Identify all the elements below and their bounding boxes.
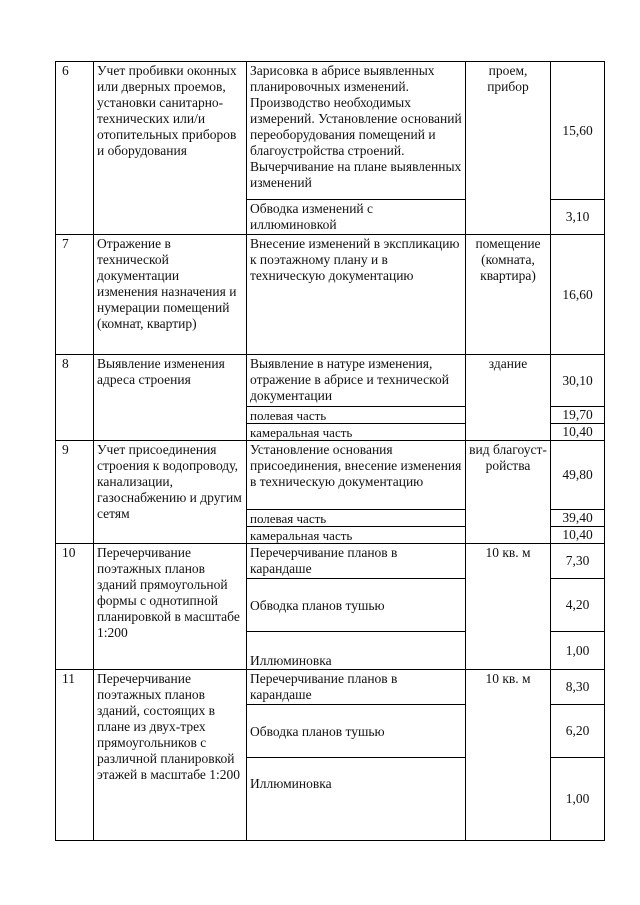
price-cell: 7,30 [551, 544, 605, 579]
work-description: Иллюминовка [247, 632, 466, 670]
table-row [56, 62, 605, 200]
work-description: Внесение изменений в экспликацию к поэтажному плану и в техническую документацию [247, 235, 466, 355]
work-description: Зарисовка в абрисе выявленных планировочных изменений. Производство необходимых измерений. Установление оснований переоборудования помещений и благоустройства строений. Вычерчивание на плане выявленных изменений [247, 62, 466, 200]
price-cell: 1,00 [551, 632, 605, 670]
unit-of-measure: 10 кв. м [466, 544, 551, 670]
work-name: Отражение в технической документации изменения назначения и нумерации помещений (комнат, квартир) [94, 235, 247, 355]
work-description: полевая часть [247, 510, 466, 527]
work-description: Выявление в натуре изменения, отражение в абрисе и технической документации [247, 355, 466, 407]
price-cell: 19,70 [551, 407, 605, 424]
unit-of-measure: 10 кв. м [466, 670, 551, 841]
work-description: Обводка планов тушью [247, 705, 466, 758]
work-description: камеральная часть [247, 527, 466, 544]
work-description: Обводка изменений с иллюминовкой [247, 200, 466, 235]
price-cell: 10,40 [551, 424, 605, 441]
price-cell: 15,60 [551, 62, 605, 200]
unit-of-measure: вид благоуст-ройства [466, 441, 551, 544]
work-name: Перечерчивание поэтажных планов зданий, состоящих в плане из двух-трех прямоугольников с различной планировкой этажей в масштабе 1:200 [94, 670, 247, 841]
price-cell: 6,20 [551, 705, 605, 758]
work-name: Учет пробивки оконных или дверных проемов, установки санитарно-технических или/и отопительных приборов и оборудования [94, 62, 247, 235]
price-cell: 16,60 [551, 235, 605, 355]
work-name: Учет присоединения строения к водопроводу, канализации, газоснабжению и другим сетям [94, 441, 247, 544]
unit-of-measure: здание [466, 355, 551, 441]
table-row [56, 441, 605, 510]
work-description: Иллюминовка [247, 758, 466, 841]
work-name: Выявление изменения адреса строения [94, 355, 247, 441]
row-number: 6 [56, 62, 94, 235]
table-row [56, 355, 605, 407]
price-cell: 30,10 [551, 355, 605, 407]
table-row [56, 670, 605, 705]
price-cell: 1,00 [551, 758, 605, 841]
work-description: полевая часть [247, 407, 466, 424]
work-description: Обводка планов тушью [247, 579, 466, 632]
price-cell: 3,10 [551, 200, 605, 235]
work-description: Установление основания присоединения, внесение изменения в техническую документацию [247, 441, 466, 510]
work-description: камеральная часть [247, 424, 466, 441]
unit-of-measure: помещение (комната, квартира) [466, 235, 551, 355]
work-name: Перечерчивание поэтажных планов зданий прямоугольной формы с однотипной планировкой в масштабе 1:200 [94, 544, 247, 670]
row-number: 7 [56, 235, 94, 355]
price-cell: 8,30 [551, 670, 605, 705]
price-cell: 39,40 [551, 510, 605, 527]
row-number: 11 [56, 670, 94, 841]
price-cell: 49,80 [551, 441, 605, 510]
price-table [55, 61, 605, 841]
price-cell: 10,40 [551, 527, 605, 544]
table-row [56, 544, 605, 579]
unit-of-measure: проем, прибор [466, 62, 551, 235]
row-number: 9 [56, 441, 94, 544]
row-number: 8 [56, 355, 94, 441]
work-description: Перечерчивание планов в карандаше [247, 670, 466, 705]
price-cell: 4,20 [551, 579, 605, 632]
table-row [56, 235, 605, 355]
work-description: Перечерчивание планов в карандаше [247, 544, 466, 579]
row-number: 10 [56, 544, 94, 670]
